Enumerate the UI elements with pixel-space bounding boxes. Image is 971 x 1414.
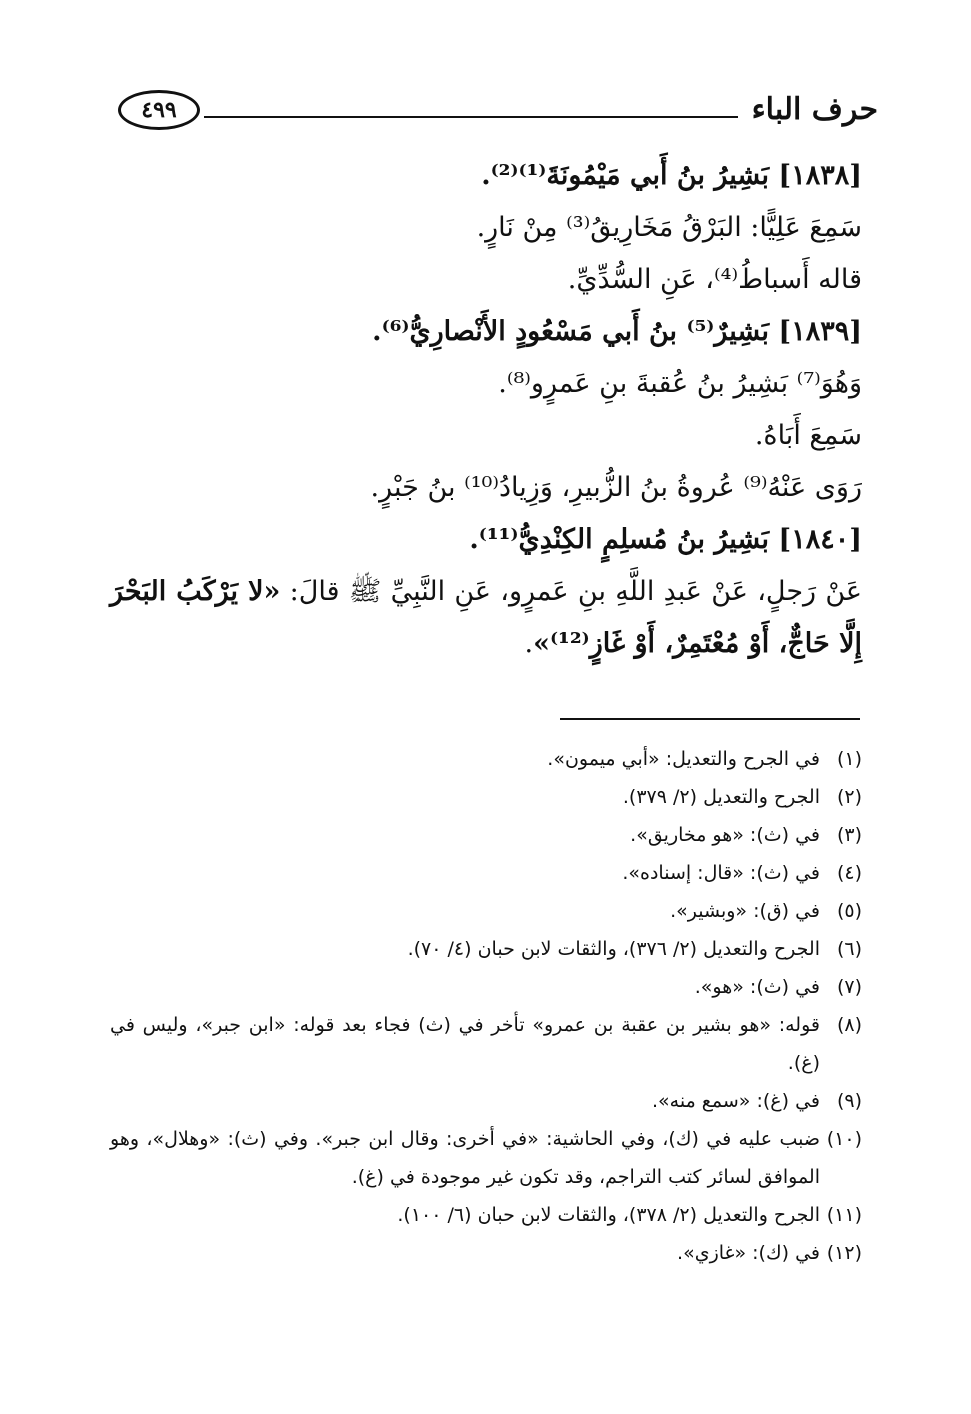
footnote-number: (١٢) — [826, 1242, 862, 1264]
footnote-separator — [560, 718, 860, 720]
footnote-text: الجرح والتعديل (٢/ ٣٧٩). — [622, 786, 820, 808]
footnote-number: (٦) — [836, 938, 862, 960]
running-header — [108, 86, 878, 138]
footnote — [110, 778, 862, 816]
entry-heading-1840: [١٨٤٠] بَشِيرُ بنُ مُسلِمٍ الكِنْدِيُّ⁽¹¹⁾. — [469, 524, 862, 555]
footnote — [110, 1234, 862, 1272]
main-text — [110, 150, 862, 670]
header-rule — [204, 116, 738, 118]
footnote — [110, 930, 862, 968]
footnote-text: الجرح والتعديل (٢/ ٣٧٦)، والثقات لابن حبان (٤/ ٧٠). — [407, 938, 820, 960]
footnote-text: في (غ): «سمع منه». — [651, 1090, 820, 1112]
footnote-number: (٨) — [836, 1014, 862, 1036]
footnote-number: (٣) — [836, 824, 862, 846]
footnote-number: (١٠) — [826, 1128, 862, 1150]
footnote — [110, 816, 862, 854]
entry-heading-1838: [١٨٣٨] بَشِيرُ بنُ أَبي مَيْمُونَةَ⁽¹⁾⁽²⁾. — [481, 160, 862, 191]
footnote-text: في (ث): «هو». — [694, 976, 820, 998]
footnote-text: في (ث): «هو مخاريق». — [630, 824, 820, 846]
footnote-number: (٢) — [836, 786, 862, 808]
footnote-text: في (ث): «قال: إسناده». — [622, 862, 820, 884]
footnote-text: الجرح والتعديل (٢/ ٣٧٨)، والثقات لابن حبان (٦/ ١٠٠). — [397, 1204, 820, 1226]
footnote-number: (٥) — [836, 900, 862, 922]
footnote — [110, 1120, 862, 1196]
footnote-text: ضبب عليه في (ك)، وفي الحاشية: «في أخرى: وقال ابن جبر». وفي (ث): «وهلال»، وهو الموافق لسائر كتب التراجم، وقد تكون غير موجودة في (غ). — [110, 1128, 820, 1188]
page-number-badge — [118, 90, 200, 130]
footnote — [110, 1196, 862, 1234]
footnote-text: في (ك): «غازي». — [677, 1242, 820, 1264]
footnotes — [110, 740, 862, 1272]
footnote — [110, 968, 862, 1006]
footnote — [110, 740, 862, 778]
footnote — [110, 892, 862, 930]
text-line: قاله أَسباطُ⁽⁴⁾، عَنِ السُّدِّيِّ. — [567, 264, 862, 295]
footnote — [110, 1082, 862, 1120]
footnote — [110, 1006, 862, 1082]
footnote-number: (٤) — [836, 862, 862, 884]
hadith-paragraph — [110, 566, 862, 670]
hadith-end: . — [524, 628, 534, 659]
footnote — [110, 854, 862, 892]
footnote-number: (١) — [836, 748, 862, 770]
footnote-text: في (ق): «وبشير». — [670, 900, 820, 922]
text-line: وَهُوَ⁽⁷⁾ بَشِيرُ بنُ عُقبةَ بنِ عَمرٍو⁽⁸⁾. — [498, 368, 862, 399]
footnote-number: (٧) — [836, 976, 862, 998]
chapter-title: حرف الباء — [751, 92, 878, 127]
text-line: رَوَى عَنْهُ⁽⁹⁾ عُروةُ بنُ الزُّبيرِ، وَزِيادُ⁽¹⁰⁾ بنُ جَبْرٍ. — [370, 472, 862, 503]
footnote-number: (١١) — [826, 1204, 862, 1226]
hadith-intro: عَنْ رَجلٍ، عَنْ عَبدِ اللَّهِ بنِ عَمرٍو، عَنِ النَّبِيِّ ﷺ قالَ: — [280, 576, 862, 607]
page-number: ٤٩٩ — [141, 97, 177, 123]
hadith-quote: «لا يَرْكَبُ البَحْرَ إِلَّا حَاجٌّ، أَوْ مُعْتَمِرٌ، أَوْ غَازٍ⁽¹²⁾» — [110, 576, 862, 659]
footnote-text: قوله: «هو بشير بن عقبة بن عمرو» تأخر في (ث) فجاء بعد قوله: «ابن جبر»، وليس في (غ). — [110, 1014, 820, 1074]
entry-heading-1839: [١٨٣٩] بَشِيرٌ⁽⁵⁾ بنُ أَبي مَسْعُودٍ الأَنْصارِيُّ⁽⁶⁾. — [372, 316, 862, 347]
text-line: سَمِعَ أَبَاهُ. — [754, 420, 862, 451]
text-line: سَمِعَ عَلِيًّا: البَرْقُ مَخَارِيقُ⁽³⁾ مِنْ نَارٍ. — [476, 212, 862, 243]
footnote-number: (٩) — [836, 1090, 862, 1112]
footnote-text: في الجرح والتعديل: «أبي ميمون». — [547, 748, 820, 770]
